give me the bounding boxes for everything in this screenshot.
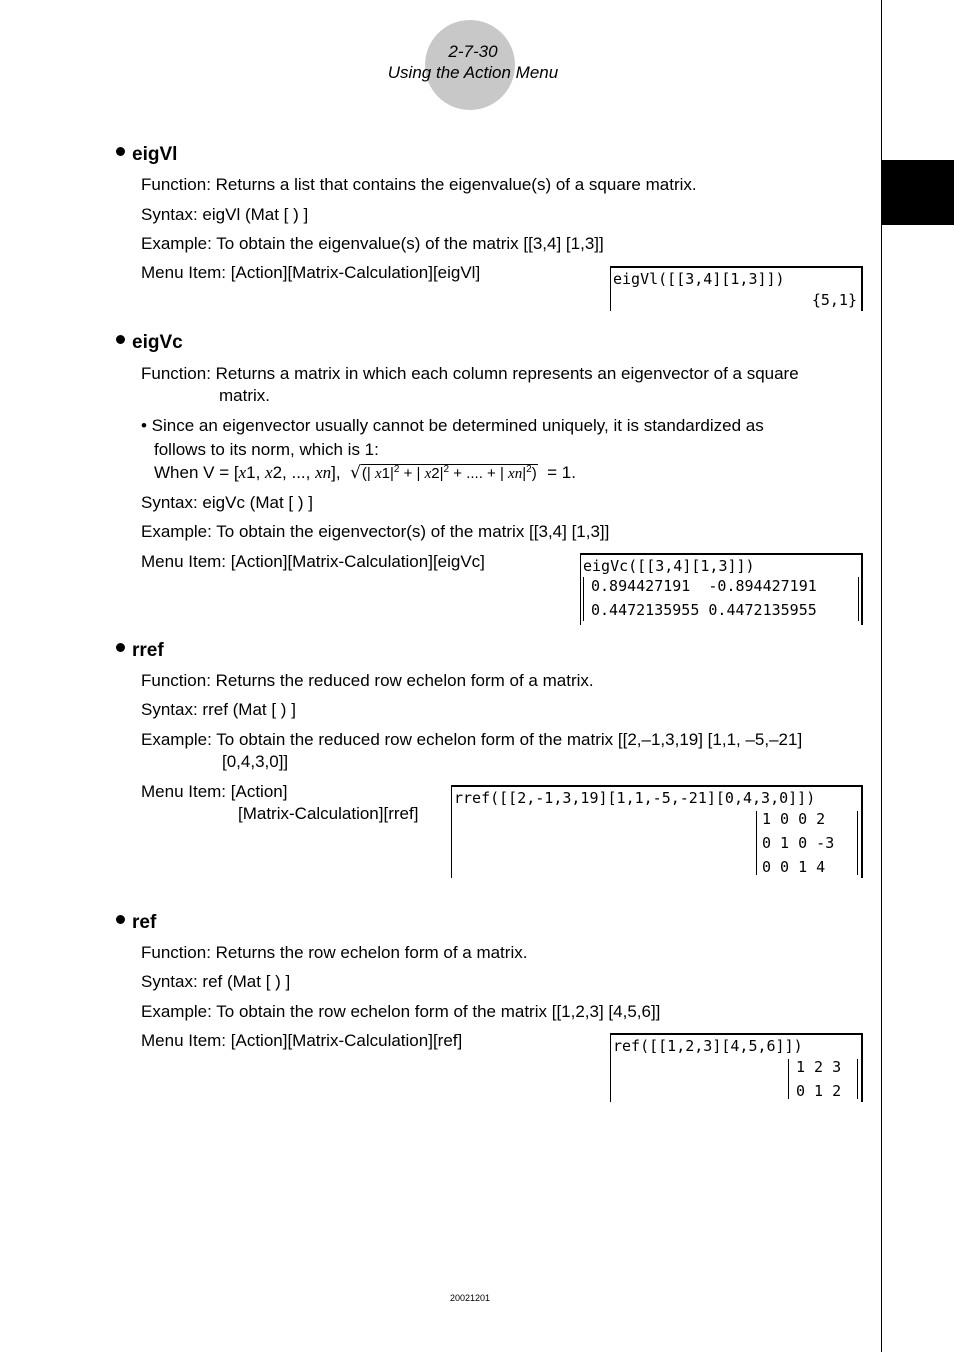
rref-function: Function: Returns the reduced row echelon form of a matrix.	[141, 671, 594, 690]
eigvl-screen	[610, 266, 863, 311]
matrix-row-1: 1 2 3	[796, 1058, 842, 1076]
ref-menu-item: Menu Item: [Action][Matrix-Calculation][ref]	[141, 1031, 463, 1050]
section-heading-ref: ref	[116, 912, 156, 934]
ref-function: Function: Returns the row echelon form of a matrix.	[141, 943, 528, 962]
bullet-icon	[116, 335, 125, 344]
rref-menu-item-cont: [Matrix-Calculation][rref]	[238, 804, 419, 823]
eigvl-example: Example: To obtain the eigenvalue(s) of the matrix [[3,4] [1,3]]	[141, 234, 604, 253]
eigvc-menu-item: Menu Item: [Action][Matrix-Calculation][eigVc]	[141, 552, 485, 571]
chapter-tab	[882, 160, 954, 225]
eigvl-menu-item: Menu Item: [Action][Matrix-Calculation][eigVl]	[141, 263, 481, 282]
bullet-icon	[116, 915, 125, 924]
rref-example-cont: [0,4,3,0]]	[222, 752, 289, 771]
matrix-row-1: 1 0 0 2	[762, 810, 826, 828]
ref-example: Example: To obtain the row echelon form of the matrix [[1,2,3] [4,5,6]]	[141, 1002, 661, 1021]
footer-code: 20021201	[449, 1293, 491, 1303]
eigvl-function: Function: Returns a list that contains the eigenvalue(s) of a square matrix.	[141, 175, 697, 194]
eigvc-note: • Since an eigenvector usually cannot be determined uniquely, it is standardized as	[141, 416, 764, 435]
page-title: Using the Action Menu	[387, 63, 559, 82]
rref-screen	[451, 785, 863, 878]
section-heading-eigvc: eigVc	[116, 332, 183, 354]
eigvl-syntax: Syntax: eigVl (Mat [ ) ]	[141, 205, 309, 224]
eigvc-screen	[580, 553, 863, 625]
page-number: 2-7-30	[448, 42, 498, 61]
screen-input: ref([[1,2,3][4,5,6]])	[613, 1037, 803, 1055]
matrix-row-2: 0 1 0 -3	[762, 834, 835, 852]
ref-screen	[610, 1033, 863, 1102]
bullet-icon	[116, 643, 125, 652]
eigvc-note-cont: follows to its norm, which is 1:	[154, 440, 379, 459]
rref-menu-item: Menu Item: [Action]	[141, 782, 288, 801]
matrix-row-1: 0.894427191 -0.894427191	[591, 577, 817, 595]
screen-input: rref([[2,-1,3,19][1,1,-5,-21][0,4,3,0]])	[454, 789, 816, 807]
eigvc-syntax: Syntax: eigVc (Mat [ ) ]	[141, 493, 313, 512]
screen-result: {5,1}	[811, 291, 857, 309]
eigvc-example: Example: To obtain the eigenvector(s) of the matrix [[3,4] [1,3]]	[141, 522, 610, 541]
eigvc-formula: When V = [x1, x2, ..., xn], √(| $x1|^2$ + | $x2|^2$ + .... + | $xn|^2) = 1$.	[154, 463, 576, 483]
eigvc-function: Function: Returns a matrix in which each column represents an eigenvector of a square	[141, 364, 799, 383]
matrix-row-3: 0 0 1 4	[762, 858, 826, 876]
rref-syntax: Syntax: rref (Mat [ ) ]	[141, 700, 296, 719]
section-heading-eigvl: eigVl	[116, 144, 177, 166]
bullet-icon	[116, 147, 125, 156]
matrix-row-2: 0 1 2	[796, 1082, 842, 1100]
screen-input: eigVc([[3,4][1,3]])	[583, 557, 755, 575]
section-heading-rref: rref	[116, 640, 164, 662]
screen-input: eigVl([[3,4][1,3]])	[613, 270, 785, 288]
rref-example: Example: To obtain the reduced row echelon form of the matrix [[2,–1,3,19] [1,1, –5,–21]	[141, 730, 803, 749]
ref-syntax: Syntax: ref (Mat [ ) ]	[141, 972, 291, 991]
eigvc-function-cont: matrix.	[219, 386, 270, 405]
matrix-row-2: 0.4472135955 0.4472135955	[591, 601, 817, 619]
